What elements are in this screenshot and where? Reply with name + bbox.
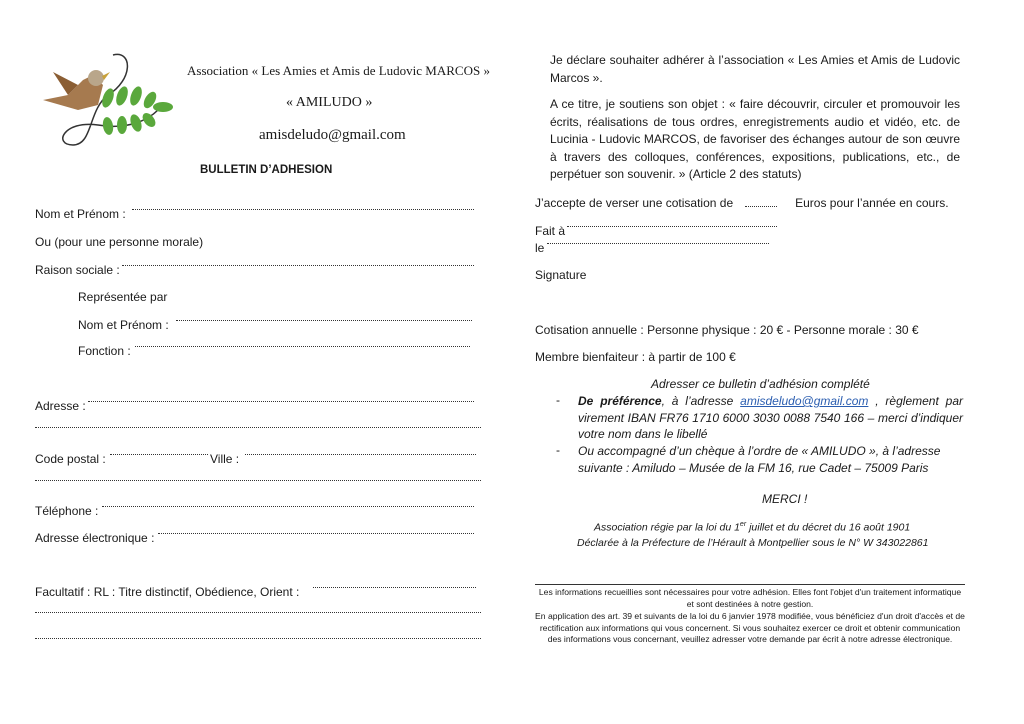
amiludo-logo xyxy=(38,50,178,150)
field-ville[interactable] xyxy=(245,454,476,455)
label-nom-prenom: Nom et Prénom : xyxy=(35,207,126,221)
page-title: BULLETIN D’ADHESION xyxy=(200,164,333,176)
tarifs-text: Cotisation annuelle : Personne physique : 20 € - Personne morale : 30 € xyxy=(535,323,919,337)
loi-pre: Association régie par la loi du 1 xyxy=(594,521,740,534)
objet-text: A ce titre, je soutiens son objet : « faire découvrir, circuler et promouvoir les écrits, réalisations de tous ordres, enregistrements audio et vidéo, etc. de Lucinia - Ludovic MARCOS, de favoriser des échanges autour de son œuvre à travers des colloques, conférences, expositions, publications, etc., de perpétuer son souvenir. » (Article 2 des statuts) xyxy=(550,97,960,181)
field-adresse-2[interactable] xyxy=(35,427,481,428)
label-representee: Représentée par xyxy=(78,290,168,304)
preference-part1: , à l’adresse xyxy=(661,394,741,408)
bullet-dash: - xyxy=(556,443,560,457)
label-fonction: Fonction : xyxy=(78,344,131,358)
field-fait-a[interactable] xyxy=(567,226,777,227)
field-facultatif[interactable] xyxy=(313,587,476,588)
field-cotisation[interactable] xyxy=(745,198,777,207)
label-rep-nom: Nom et Prénom : xyxy=(78,318,169,332)
label-facultatif: Facultatif : RL : Titre distinctif, Obédience, Orient : xyxy=(35,585,300,599)
field-fonction[interactable] xyxy=(135,346,470,347)
header-email: amisdeludo@gmail.com xyxy=(259,127,406,143)
label-personne-morale: Ou (pour une personne morale) xyxy=(35,235,204,249)
cheque-text: Ou accompagné d’un chèque à l’ordre de « AMILUDO », à l’adresse suivante : Amiludo – Musée de la FM 16, rue Cadet – 75009 Paris xyxy=(578,444,941,475)
field-code-postal[interactable] xyxy=(110,454,208,455)
footnote-2: En application des art. 39 et suivants de la loi du 6 janvier 1978 modifiée, vous bénéficiez d'un droit d'accès et de rectification aux informations qui vous concernent. Si vous souhaitez exercer ce droit et obtenir communication des informations vous concernant, veuillez adresser votre demande par écrit à notre adresse électronique. xyxy=(535,611,965,645)
adresser-text: Adresser ce bulletin d’adhésion complété xyxy=(651,377,870,391)
label-adresse: Adresse : xyxy=(35,399,86,413)
field-date[interactable] xyxy=(547,243,769,244)
label-fait-a: Fait à xyxy=(535,224,566,238)
field-nom-prenom[interactable] xyxy=(132,209,474,210)
association-name: Association « Les Amies et Amis de Ludovic MARCOS » xyxy=(187,63,490,78)
preference-text xyxy=(578,393,963,443)
footnote-divider xyxy=(535,584,965,585)
field-extra[interactable] xyxy=(35,480,481,481)
merci-text: MERCI ! xyxy=(762,492,808,506)
declaration-text: Je déclare souhaiter adhérer à l’association « Les Amies et Amis de Ludovic Marcos ». xyxy=(550,53,960,85)
preference-part2: , règlement par virement IBAN FR76 1710 6000 3030 0088 7540 166 – merci d’indiquer votre nom dans le libellé xyxy=(578,394,963,441)
footnote-1: Les informations recueillies sont nécessaires pour votre adhésion. Elles font l'objet d'un traitement informatique et sont destinées à notre gestion. xyxy=(538,587,962,609)
email-link[interactable]: amisdeludo@gmail.com xyxy=(740,394,869,408)
loi-sup: er xyxy=(739,521,747,528)
loi-post: juillet et du décret du 16 août 1901 xyxy=(746,521,911,534)
field-adresse[interactable] xyxy=(88,401,474,402)
field-facultatif-2[interactable] xyxy=(35,612,481,613)
cotisation-pre: J’accepte de verser une cotisation de xyxy=(535,196,734,210)
field-telephone[interactable] xyxy=(102,506,474,507)
bullet-dash: - xyxy=(556,393,560,407)
label-signature: Signature xyxy=(535,268,587,282)
label-email: Adresse électronique : xyxy=(35,531,155,545)
field-facultatif-3[interactable] xyxy=(35,638,481,639)
leaf-branch-icon xyxy=(100,85,173,136)
label-ville: Ville : xyxy=(210,452,240,466)
label-le: le xyxy=(535,241,545,255)
bienfaiteur-text: Membre bienfaiteur : à partir de 100 € xyxy=(535,350,736,364)
label-telephone: Téléphone : xyxy=(35,504,99,518)
acronym: « AMILUDO » xyxy=(286,95,373,110)
cotisation-text xyxy=(535,196,949,210)
preference-bold: De préférence xyxy=(578,394,662,408)
cotisation-post: Euros pour l’année en cours. xyxy=(795,196,949,210)
label-code-postal: Code postal : xyxy=(35,452,106,466)
field-email[interactable] xyxy=(158,533,474,534)
field-rep-nom[interactable] xyxy=(176,320,472,321)
loi-text xyxy=(594,521,910,534)
field-raison-sociale[interactable] xyxy=(122,265,474,266)
prefecture-text: Déclarée à la Préfecture de l’Hérault à Montpellier sous le N° W 343022861 xyxy=(577,537,929,549)
label-raison-sociale: Raison sociale : xyxy=(35,263,120,277)
